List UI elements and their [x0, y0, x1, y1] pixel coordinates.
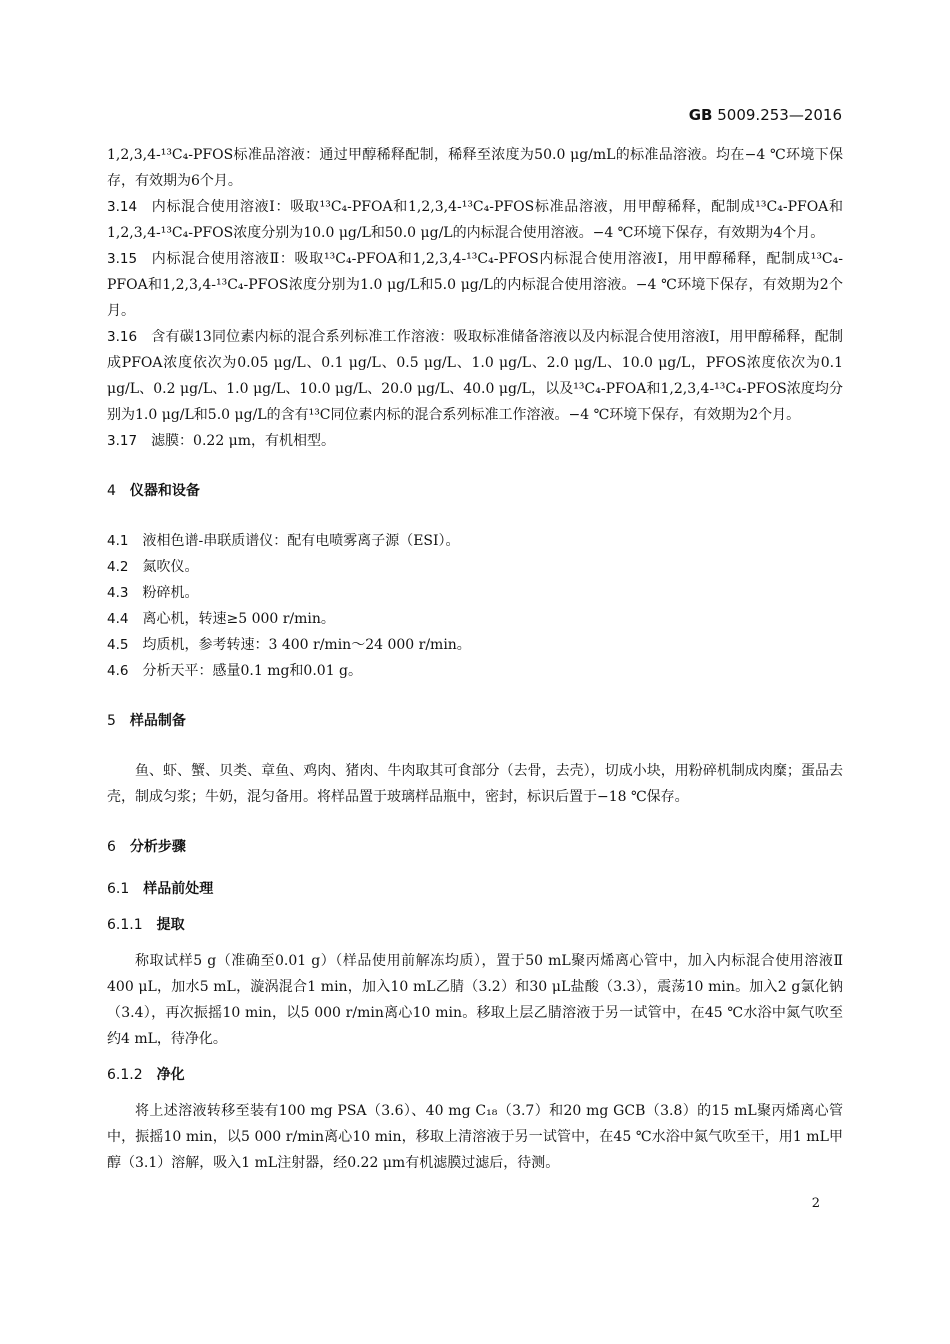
section-number: 6: [107, 839, 116, 855]
clause-text: 分析天平：感量0.1 mg和0.01 g。: [142, 663, 363, 679]
standard-code: 5009.253—2016: [717, 106, 842, 124]
clause-text: 内标混合使用溶液Ⅱ：吸取¹³C₄-PFOA和1,2,3,4-¹³C₄-PFOS内标混合使用溶液Ⅰ，用甲醇稀释，配制成¹³C₄-PFOA和1,2,3,4-¹³C₄-PFOS浓度分别为1.0 μg/L和5.0 μg/L的内标混合使用溶液。−4 ℃环境下保存，有效期为2个月。: [107, 251, 843, 319]
page-header: [689, 106, 842, 124]
clause-3-16: [107, 324, 843, 428]
clause-number: 3.14: [107, 199, 138, 215]
document-body: [107, 142, 843, 1176]
list-item: [107, 658, 843, 684]
clause-text: 内标混合使用溶液Ⅰ：吸取¹³C₄-PFOA和1,2,3,4-¹³C₄-PFOS标准品溶液，用甲醇稀释，配制成¹³C₄-PFOA和1,2,3,4-¹³C₄-PFOS浓度分别为10.0 μg/L和50.0 μg/L的内标混合使用溶液。−4 ℃环境下保存，有效期为4个月。: [107, 199, 843, 241]
list-item: [107, 580, 843, 606]
clause-text: 氮吹仪。: [142, 559, 199, 575]
section-title: 提取: [156, 917, 185, 933]
section-title: 仪器和设备: [129, 483, 200, 499]
clause-text: 离心机，转速≥5 000 r/min。: [142, 611, 335, 627]
clause-number: 3.16: [107, 329, 138, 345]
subsection-6-1-2-text: 将上述溶液转移至装有100 mg PSA（3.6）、40 mg C₁₈（3.7）和20 mg GCB（3.8）的15 mL聚丙烯离心管中，振摇10 min，以5 000 r/min离心10 min，移取上清溶液于另一试管中，在45 ℃水浴中氮气吹至干，用1 mL甲醇（3.1）溶解，吸入1 mL注射器，经0.22 μm有机滤膜过滤后，待测。: [107, 1103, 843, 1171]
clause-text: 含有碳13同位素内标的混合系列标准工作溶液：吸取标准储备溶液以及内标混合使用溶液Ⅰ，用甲醇稀释，配制成PFOA浓度依次为0.05 μg/L、0.1 μg/L、0.5 μg/L、1.0 μg/L、2.0 μg/L、10.0 μg/L，PFOS浓度依次为0.1 μg/L、0.2 μg/L、1.0 μg/L、10.0 μg/L、20.0 μg/L、40.0 μg/L，以及¹³C₄-PFOA和1,2,3,4-¹³C₄-PFOS浓度均分别为1.0 μg/L和5.0 μg/L的含有¹³C同位素内标的混合系列标准工作溶液。−4 ℃环境下保存，有效期为2个月。: [107, 329, 843, 423]
section-5-text: 鱼、虾、蟹、贝类、章鱼、鸡肉、猪肉、牛肉取其可食部分（去骨，去壳），切成小块，用粉碎机制成肉糜；蛋品去壳，制成匀浆；牛奶，混匀备用。将样品置于玻璃样品瓶中，密封，标识后置于−18 ℃保存。: [107, 763, 843, 805]
clause-text: 均质机，参考转速：3 400 r/min～24 000 r/min。: [142, 637, 471, 653]
clause-3-15: [107, 246, 843, 324]
section-4-heading: [107, 478, 843, 504]
page-number: 2: [811, 1196, 820, 1211]
clause-text: 液相色谱-串联质谱仪：配有电喷雾离子源（ESI）。: [142, 533, 460, 549]
clause-3-17: [107, 428, 843, 454]
subsection-6-1-1-heading: [107, 912, 843, 938]
clause-3-14: [107, 194, 843, 246]
section-number: 5: [107, 713, 116, 729]
paragraph-3-13-continued: 1,2,3,4-¹³C₄-PFOS标准品溶液：通过甲醇稀释配制，稀释至浓度为50.0 μg/mL的标准品溶液。均在−4 ℃环境下保存，有效期为6个月。: [107, 147, 843, 189]
section-6-heading: [107, 834, 843, 860]
section-number: 6.1.1: [107, 917, 143, 933]
section-number: 6.1.2: [107, 1067, 143, 1083]
section-title: 样品前处理: [143, 881, 214, 897]
section-title: 分析步骤: [129, 839, 186, 855]
subsection-6-1-2-heading: [107, 1062, 843, 1088]
clause-number: 4.3: [107, 585, 129, 601]
clause-number: 3.17: [107, 433, 138, 449]
clause-number: 4.2: [107, 559, 129, 575]
section-title: 样品制备: [129, 713, 186, 729]
section-title: 净化: [156, 1067, 185, 1083]
clause-number: 4.4: [107, 611, 129, 627]
clause-text: 粉碎机。: [142, 585, 199, 601]
standard-prefix: GB: [688, 106, 713, 124]
clause-number: 4.1: [107, 533, 129, 549]
list-item: [107, 632, 843, 658]
clause-number: 4.5: [107, 637, 129, 653]
section-5-heading: [107, 708, 843, 734]
list-item: [107, 528, 843, 554]
section-number: 6.1: [107, 881, 130, 897]
clause-number: 3.15: [107, 251, 138, 267]
clause-text: 滤膜：0.22 μm，有机相型。: [151, 433, 336, 449]
list-item: [107, 554, 843, 580]
clause-number: 4.6: [107, 663, 129, 679]
section-number: 4: [107, 483, 116, 499]
list-item: [107, 606, 843, 632]
subsection-6-1-1-text: 称取试样5 g（准确至0.01 g）（样品使用前解冻均质），置于50 mL聚丙烯离心管中，加入内标混合使用溶液Ⅱ 400 μL，加水5 mL，漩涡混合1 min，加入10 mL乙腈（3.2）和30 μL盐酸（3.3），震荡10 min。加入2 g氯化钠（3.4），再次振摇10 min，以5 000 r/min离心10 min。移取上层乙腈溶液于另一试管中，在45 ℃水浴中氮气吹至约4 mL，待净化。: [107, 953, 843, 1047]
subsection-6-1-heading: [107, 876, 843, 902]
